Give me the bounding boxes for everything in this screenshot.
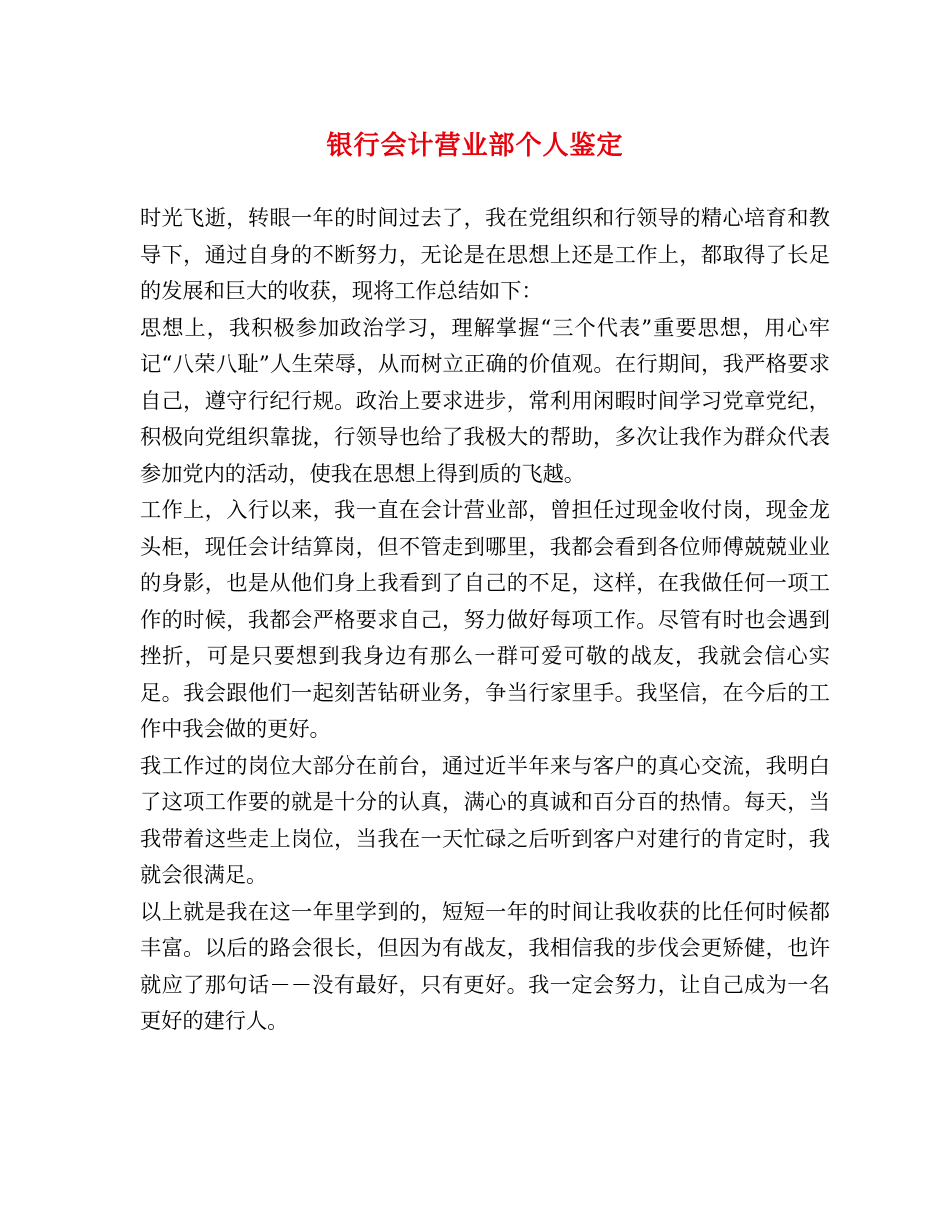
paragraph-thought: 思想上，我积极参加政治学习，理解掌握“三个代表”重要思想，用心牢记“八荣八耻”人生荣辱，从而树立正确的价值观。在行期间，我严格要求自己，遵守行纪行规。政治上要求进步，常利用闲暇时间学习党章党纪，积极向党组织靠拢，行领导也给了我极大的帮助，多次让我作为群众代表参加党内的活动，使我在思想上得到质的飞越。	[140, 314, 830, 486]
document-body	[140, 200, 830, 1040]
document-title: 银行会计营业部个人鉴定	[326, 131, 624, 161]
paragraph-frontdesk: 我工作过的岗位大部分在前台，通过近半年来与客户的真心交流，我明白了这项工作要的就是十分的认真，满心的真诚和百分百的热情。每天，当我带着这些走上岗位，当我在一天忙碌之后听到客户对建行的肯定时，我就会很满足。	[140, 752, 830, 887]
paragraph-work: 工作上，入行以来，我一直在会计营业部，曾担任过现金收付岗，现金龙头柜，现任会计结算岗，但不管走到哪里，我都会看到各位师傅兢兢业业的身影，也是从他们身上我看到了自己的不足，这样，在我做任何一项工作的时候，我都会严格要求自己，努力做好每项工作。尽管有时也会遇到挫折，可是只要想到我身边有那么一群可爱可敬的战友，我就会信心实足。我会跟他们一起刻苦钻研业务，争当行家里手。我坚信，在今后的工作中我会做的更好。	[140, 497, 830, 741]
paragraph-intro: 时光飞逝，转眼一年的时间过去了，我在党组织和行领导的精心培育和教导下，通过自身的不断努力，无论是在思想上还是工作上，都取得了长足的发展和巨大的收获，现将工作总结如下：	[140, 205, 830, 303]
paragraph-conclusion: 以上就是我在这一年里学到的，短短一年的时间让我收获的比任何时候都丰富。以后的路会很长，但因为有战友，我相信我的步伐会更矫健，也许就应了那句话－－没有最好，只有更好。我一定会努力，让自己成为一名更好的建行人。	[140, 898, 830, 1033]
